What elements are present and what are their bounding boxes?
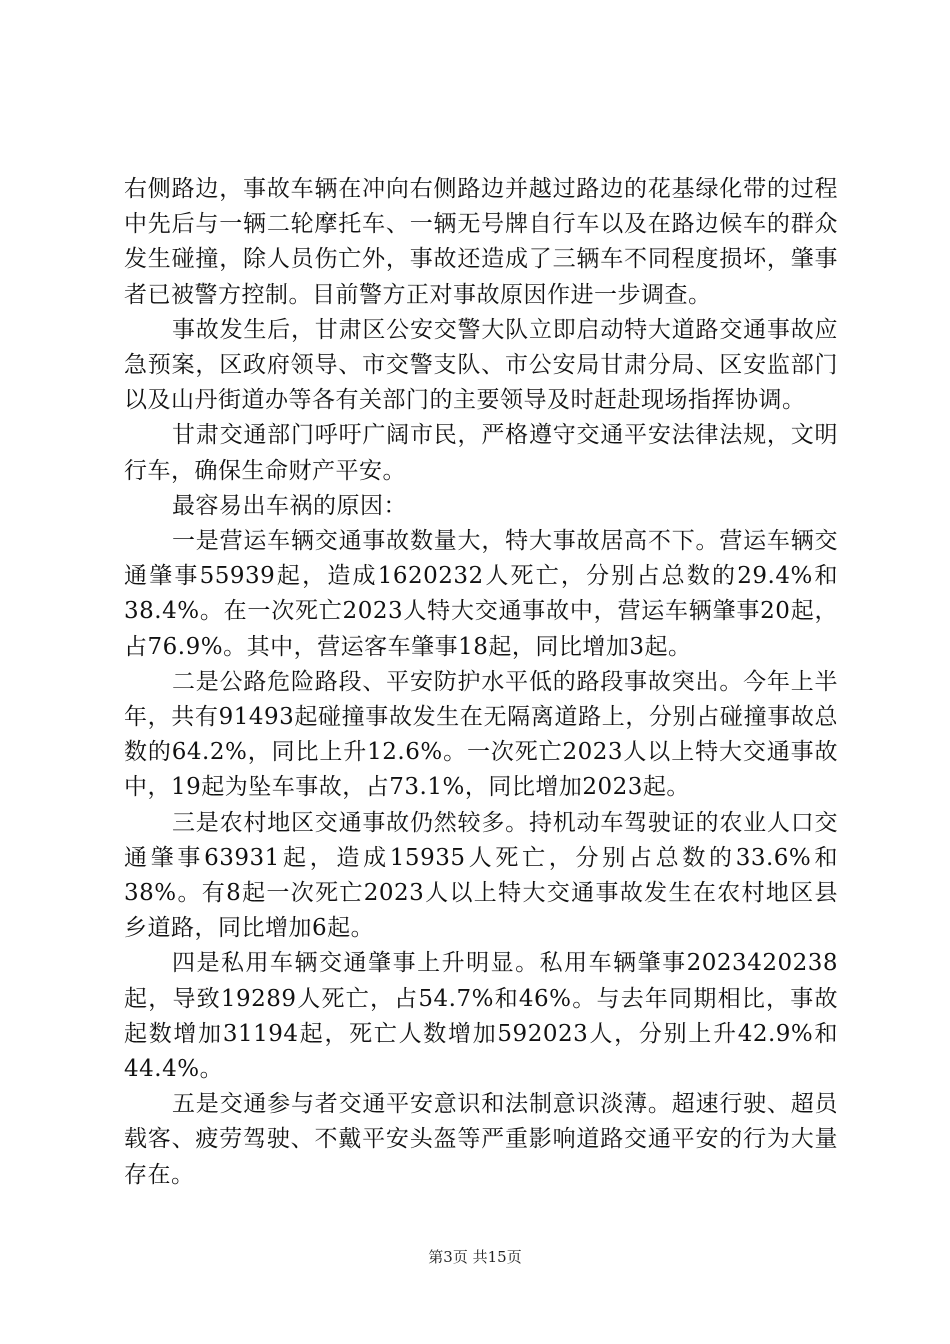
paragraph-7: 三是农村地区交通事故仍然较多。持机动车驾驶证的农业人口交通肇事63931起，造成15935人死亡，分别占总数的33.6%和38%。有8起一次死亡2023人以上特大交通事故发生在农村地区县乡道路，同比增加6起。 xyxy=(124,809,838,942)
paragraph-4: 最容易出车祸的原因： xyxy=(172,492,407,519)
paragraph-3: 甘肃交通部门呼吁广阔市民，严格遵守交通平安法律法规，文明行车，确保生命财产平安。 xyxy=(124,422,838,484)
paragraph-2: 事故发生后，甘肃区公安交警大队立即启动特大道路交通事故应急预案，区政府领导、市交警支队、市公安局甘肃分局、区安监部门以及山丹街道办等各有关部门的主要领导及时赶赴现场指挥协调。 xyxy=(124,316,838,414)
paragraph-6: 二是公路危险路段、平安防护水平低的路段事故突出。今年上半年，共有91493起碰撞事故发生在无隔离道路上，分别占碰撞事故总数的64.2%，同比上升12.6%。一次死亡2023人以上特大交通事故中，19起为坠车事故，占73.1%，同比增加2023起。 xyxy=(124,668,838,801)
paragraph-1: 右侧路边，事故车辆在冲向右侧路边并越过路边的花基绿化带的过程中先后与一辆二轮摩托车、一辆无号牌自行车以及在路边候车的群众发生碰撞，除人员伤亡外，事故还造成了三辆车不同程度损坏，肇事者已被警方控制。目前警方正对事故原因作进一步调查。 xyxy=(124,176,838,308)
paragraph-8: 四是私用车辆交通肇事上升明显。私用车辆肇事2023420238起，导致19289人死亡，占54.7%和46%。与去年同期相比，事故起数增加31194起，死亡人数增加592023人，分别上升42.9%和44.4%。 xyxy=(124,950,838,1083)
paragraph-5: 一是营运车辆交通事故数量大，特大事故居高不下。营运车辆交通肇事55939起，造成1620232人死亡，分别占总数的29.4%和38.4%。在一次死亡2023人特大交通事故中，营运车辆肇事20起，占76.9%。其中，营运客车肇事18起，同比增加3起。 xyxy=(124,528,838,660)
paragraph-9: 五是交通参与者交通平安意识和法制意识淡薄。超速行驶、超员载客、疲劳驾驶、不戴平安头盔等严重影响道路交通平安的行为大量存在。 xyxy=(124,1091,838,1188)
page-footer: 第3页 共15页 xyxy=(428,1248,522,1266)
document-body xyxy=(124,172,838,1193)
